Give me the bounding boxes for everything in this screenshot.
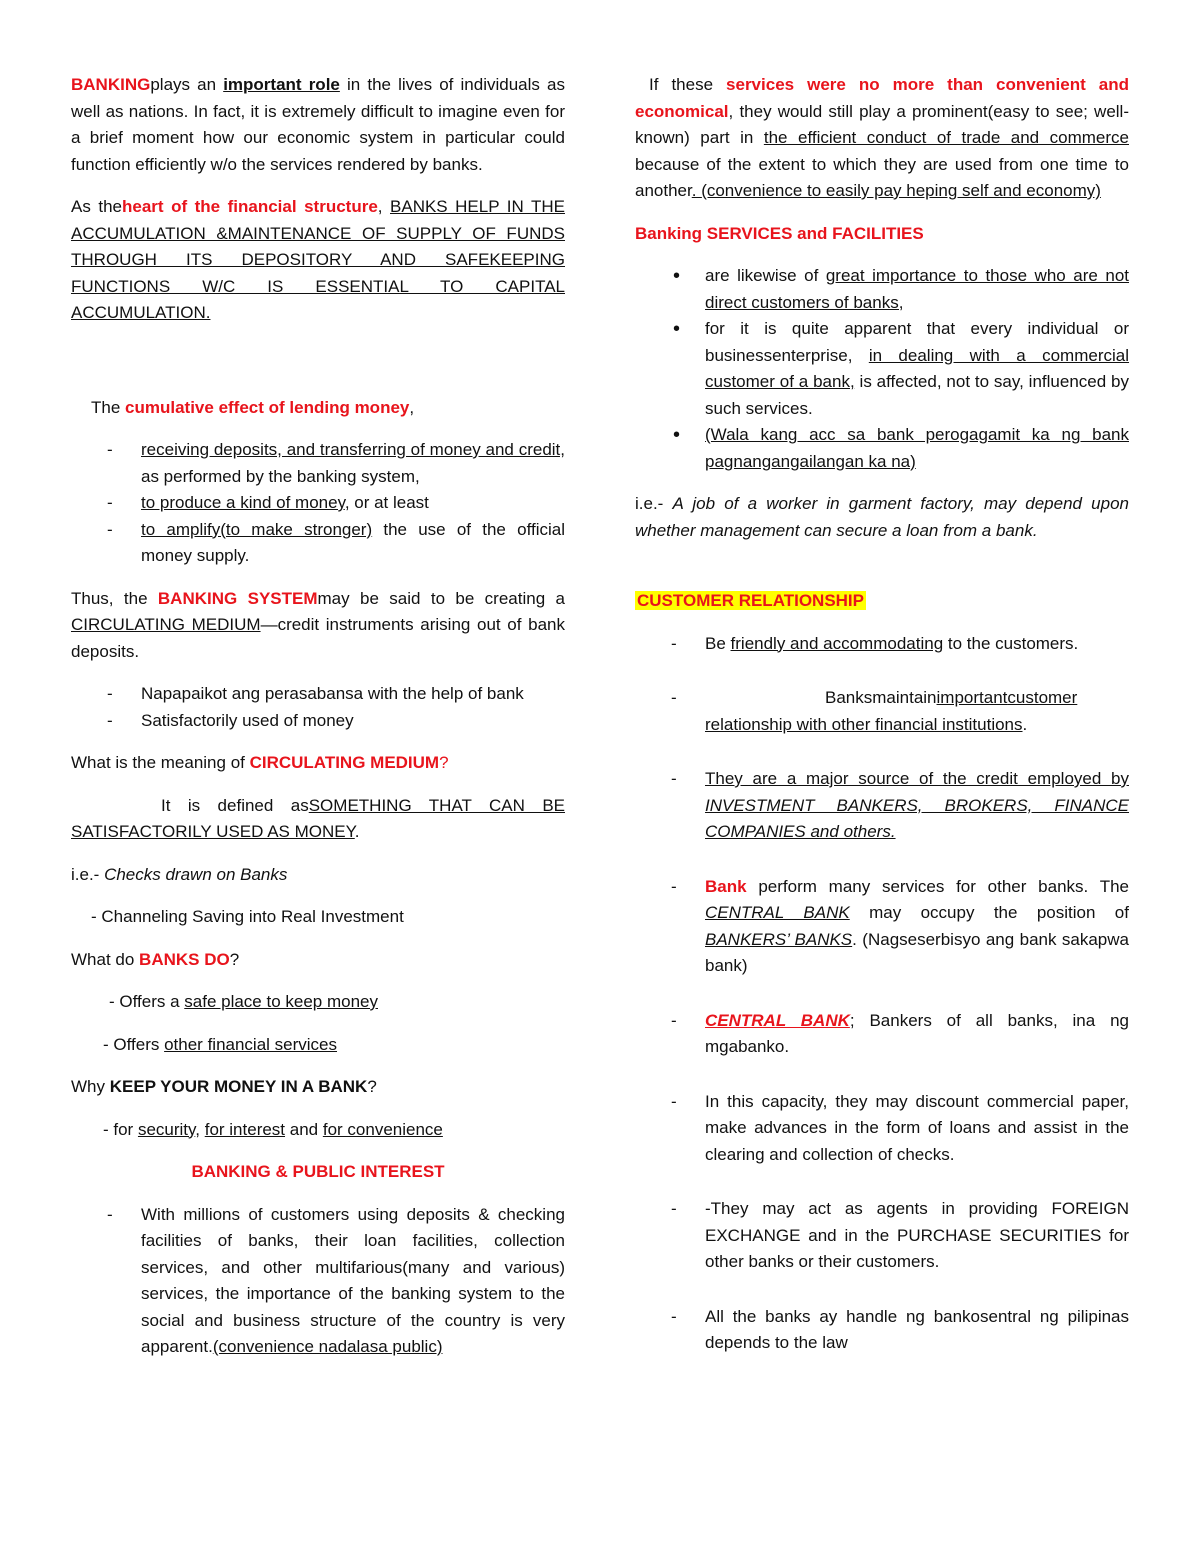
text: —credit instruments arising out of bank deposits.: [71, 615, 565, 661]
list-item: - All the banks ay handle ng bankosentral ng pilipinas depends to the law: [635, 1304, 1129, 1357]
list-item: - In this capacity, they may discount commercial paper, make advances in the form of loans and assist in the clearing and collection of checks.: [635, 1089, 1129, 1169]
text: and: [285, 1119, 323, 1139]
text: great importance to those who are not direct customers of banks,: [705, 266, 1129, 312]
text: , or at least: [344, 493, 429, 512]
list-item: [635, 631, 1129, 658]
text: - Offers a: [109, 992, 185, 1011]
banking-term: BANKING: [71, 75, 151, 94]
important-role: important role: [223, 75, 340, 94]
text: (convenience nadalasa public): [212, 1337, 443, 1356]
list-item: [71, 437, 565, 490]
text: What do: [71, 949, 140, 969]
text: receiving deposits, and transferring of money and credit,: [141, 440, 565, 459]
text: Bank: [705, 876, 747, 896]
text: Satisfactorily used of money: [141, 710, 354, 730]
text: ?: [229, 949, 240, 969]
text: Napapaikot ang perasabansa with the help of bank: [141, 684, 524, 703]
text: Banksmaintain: [825, 688, 937, 707]
banks-do-term: BANKS DO: [139, 949, 230, 969]
text: , they would still play a prominent(easy to see; well-known) part in: [635, 101, 1129, 147]
question-banks-do: [71, 947, 565, 974]
right-column: [635, 72, 1129, 1357]
text: (convenience to easily pay heping self and economy): [701, 181, 1101, 200]
text: in the lives of individuals as well as nations. In fact, it is extremely difficult to imagine even for a brief moment how our economic system in particular could function efficiently w/o the services rendered by banks.: [71, 75, 565, 174]
text: The: [91, 397, 126, 417]
text: because of the extent to which they are used from one time to another: [635, 154, 1129, 200]
text: in dealing with a commercial customer of a bank,: [705, 345, 1130, 391]
text: ,: [409, 397, 415, 417]
text: If these: [649, 75, 727, 94]
section-heading: Banking SERVICES and FACILITIES: [635, 223, 924, 243]
text: perform many services for other banks. The: [746, 876, 1129, 896]
list-item: - -They may act as agents in providing FOREIGN EXCHANGE and in the PURCHASE SECURITIES for other banks or their customers.: [635, 1196, 1129, 1276]
text: They are a major source of the credit employed by: [705, 769, 1129, 788]
heart-term: heart of the financial structure: [121, 197, 378, 216]
text: as performed by the banking system,: [141, 466, 420, 486]
cumulative-paragraph: [71, 395, 565, 422]
circulating-medium: CIRCULATING MEDIUM: [71, 615, 261, 634]
text: .: [691, 181, 702, 200]
intro-paragraph: [71, 72, 565, 178]
text: Be: [705, 633, 731, 653]
text: What is the meaning of: [71, 753, 250, 772]
text: CENTRAL BANK: [705, 903, 850, 922]
left-column: [71, 72, 565, 1361]
text: security: [137, 1119, 196, 1139]
text: for interest: [204, 1119, 286, 1139]
question-keep-money: [71, 1074, 565, 1101]
text: ?: [367, 1077, 377, 1096]
list-item: [635, 1008, 1129, 1061]
list-item: [635, 874, 1129, 980]
list-item: [635, 766, 1129, 846]
text: As the: [71, 197, 122, 216]
text: A job of a worker in garment factory, may depend upon whether management can secure a loan from a bank.: [635, 494, 1129, 540]
text: are likewise of: [705, 266, 826, 285]
definition: SOMETHING THAT CAN BE SATISFACTORILY USED AS MONEY: [71, 795, 565, 841]
circulating-term: CIRCULATING MEDIUM: [249, 753, 440, 772]
list-item: [71, 1202, 565, 1361]
text: (Wala kang acc sa bank perogagamit ka ng bank pagnangangailangan ka na): [705, 425, 1129, 471]
text: is affected, not to say, influenced by such services.: [705, 372, 1129, 418]
text: ; Bankers of all banks, ina ng mgabanko.: [705, 1010, 1129, 1056]
text: Checks drawn on Banks: [104, 864, 288, 884]
text: important: [936, 688, 1008, 707]
banking-system-term: BANKING SYSTEM: [157, 588, 318, 608]
text: other financial services: [164, 1034, 338, 1054]
text: . (Nagseserbisyo ang bank sakapwa bank): [705, 929, 1129, 975]
text: INVESTMENT BANKERS, BROKERS, FINANCE COMPANIES and others.: [705, 795, 1129, 841]
list-item: [71, 517, 565, 570]
text: for it is quite apparent that every individual or businessenterprise,: [705, 319, 1129, 365]
text: may occupy the position of: [849, 903, 1129, 922]
list-item: [635, 685, 1129, 738]
text: i.e.-: [71, 864, 105, 884]
text: ,: [195, 1119, 205, 1139]
text: Why: [71, 1077, 110, 1096]
example-checks: [71, 862, 565, 889]
banking-system-paragraph: [71, 586, 565, 666]
text: Thus, the: [71, 588, 158, 608]
services-paragraph: [635, 72, 1129, 205]
text: to produce a kind of money: [141, 493, 345, 512]
text: ,: [377, 197, 391, 216]
text: plays an: [150, 75, 224, 94]
text: for convenience: [322, 1119, 443, 1139]
text: the efficient conduct of trade and commerce: [763, 128, 1129, 147]
channeling-line: - Channeling Saving into Real Investment: [91, 907, 404, 926]
section-heading: BANKING & PUBLIC INTEREST: [191, 1162, 445, 1181]
example-worker: [635, 491, 1129, 544]
text: customer relationship with other financial institutions: [705, 688, 1078, 734]
section-heading: [635, 588, 1129, 615]
list-item: [71, 681, 565, 708]
text: - for: [103, 1119, 138, 1139]
text: ?: [439, 753, 449, 772]
banks-help-text: BANKS HELP IN THE ACCUMULATION &MAINTENANCE OF SUPPLY OF FUNDS THROUGH ITS DEPOSITORY AND SAFEKEEPING FUNCTIONS W/C IS ESSENTIAL TO CAPITAL ACCUMULATION.: [71, 197, 565, 322]
text: .: [354, 822, 360, 841]
bullet-item: [635, 422, 1129, 475]
bullet-item: [635, 316, 1129, 422]
text: friendly and accommodating: [730, 633, 944, 653]
list-item: [71, 490, 565, 517]
for-line: [71, 1117, 565, 1144]
list-item: [71, 708, 565, 735]
text: to the customers.: [943, 633, 1079, 653]
definition-paragraph: [71, 793, 565, 846]
text: may be said to be creating a: [317, 588, 565, 608]
question-circulating: [71, 750, 565, 777]
text: .: [1022, 714, 1028, 734]
text: safe place to keep money: [184, 992, 378, 1011]
keep-money-term: KEEP YOUR MONEY IN A BANK: [109, 1077, 368, 1096]
customer-relationship-heading: CUSTOMER RELATIONSHIP: [637, 591, 864, 610]
heart-paragraph: [71, 194, 565, 327]
text: to amplify(to make stronger): [141, 519, 373, 539]
text: With millions of customers using deposits & checking facilities of banks, their loan facilities, collection services, and other multifarious(many and various) services, the importance of the banking system to the social and business structure of the country is very apparent.: [141, 1204, 565, 1356]
offer-line: [71, 1032, 565, 1059]
text: CENTRAL BANK: [705, 1010, 850, 1030]
text: It is defined as: [161, 795, 309, 815]
services-term: services were no more than convenient and economical: [635, 75, 1129, 121]
text: - Offers: [103, 1034, 165, 1054]
cumulative-term: cumulative effect of lending money: [125, 397, 410, 417]
text: the use of the official money supply.: [141, 519, 565, 565]
offer-line: [71, 989, 565, 1016]
text: BANKERS’ BANKS: [705, 929, 853, 949]
bullet-item: [635, 263, 1129, 316]
text: i.e.-: [635, 494, 673, 513]
